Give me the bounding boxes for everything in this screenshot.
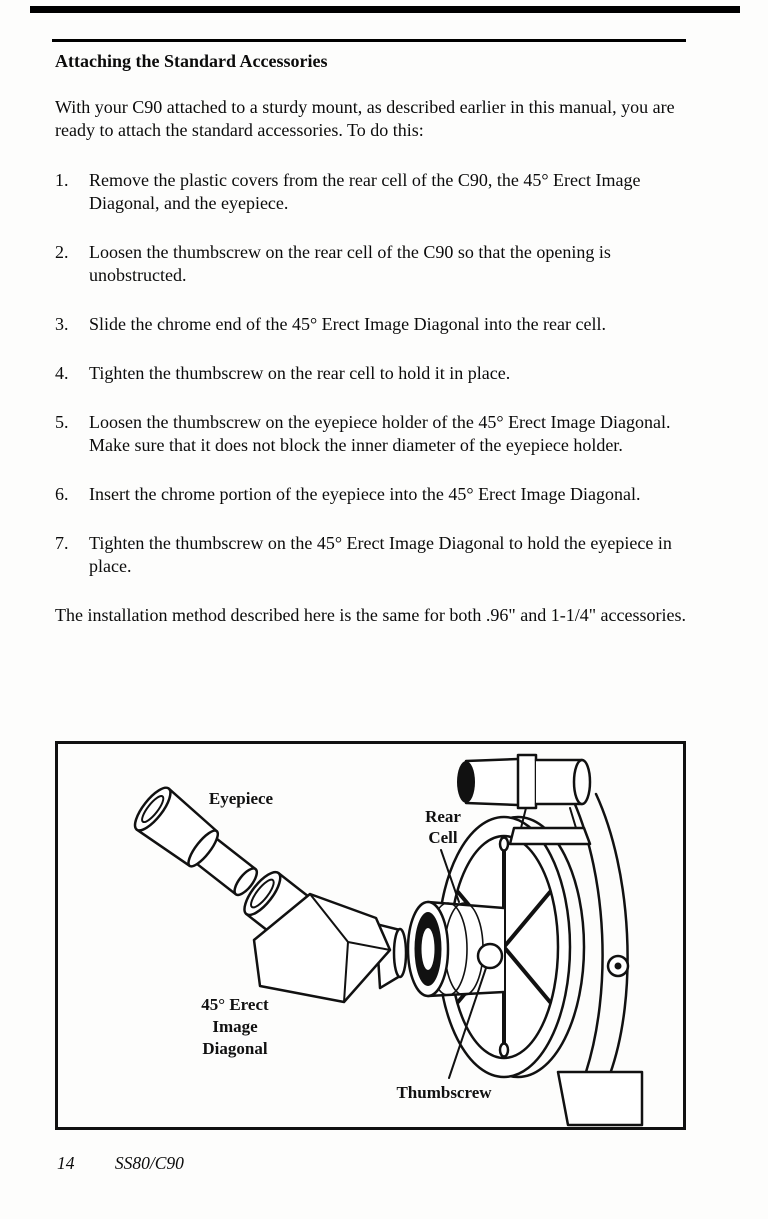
rear-cell-label-line1: Rear	[425, 807, 461, 826]
diagonal-drawing	[238, 867, 406, 1002]
step-text: Insert the chrome portion of the eyepiece into the 45° Erect Image Diagonal.	[89, 484, 641, 504]
doc-code: SS80/C90	[114, 1153, 184, 1173]
step-item	[55, 241, 686, 287]
thumbscrew-drawing	[478, 944, 502, 968]
step-number: 6.	[55, 484, 69, 504]
step-number: 2.	[55, 242, 69, 262]
thumbscrew-label: Thumbscrew	[396, 1083, 492, 1102]
intro-paragraph: With your C90 attached to a sturdy mount, as described earlier in this manual, you are ready to attach the standard accessories. To do this:	[55, 97, 675, 140]
step-item	[55, 362, 686, 385]
step-item	[55, 483, 686, 506]
step-number: 4.	[55, 363, 69, 383]
step-text: Remove the plastic covers from the rear cell of the C90, the 45° Erect Image Diagonal, and the eyepiece.	[89, 170, 641, 213]
top-rule-thin	[52, 39, 686, 42]
rear-cell-label-line2: Cell	[428, 828, 458, 847]
telescope-diagram	[58, 744, 683, 1127]
figure-box	[55, 741, 686, 1130]
section-heading: Attaching the Standard Accessories	[55, 51, 328, 71]
step-number: 7.	[55, 533, 69, 553]
page-footer	[57, 1153, 184, 1174]
step-number: 5.	[55, 412, 69, 432]
step-number: 3.	[55, 314, 69, 334]
page-content	[55, 50, 686, 627]
step-number: 1.	[55, 170, 69, 190]
step-text: Loosen the thumbscrew on the eyepiece holder of the 45° Erect Image Diagonal. Make sure that it does not block the inner diameter of the eyepiece holder.	[89, 412, 671, 455]
step-text: Loosen the thumbscrew on the rear cell of the C90 so that the opening is unobstructed.	[89, 242, 611, 285]
steps-list	[55, 169, 686, 578]
step-text: Tighten the thumbscrew on the 45° Erect Image Diagonal to hold the eyepiece in place.	[89, 533, 672, 576]
diagonal-label-line2: Image	[212, 1017, 258, 1036]
step-item	[55, 532, 686, 578]
step-item	[55, 313, 686, 336]
diagonal-label-line1: 45° Erect	[201, 995, 269, 1014]
diagonal-label-line3: Diagonal	[202, 1039, 268, 1058]
step-text: Slide the chrome end of the 45° Erect Image Diagonal into the rear cell.	[89, 314, 606, 334]
step-item	[55, 411, 686, 457]
step-item	[55, 169, 686, 215]
eyepiece-label: Eyepiece	[208, 789, 274, 808]
closing-paragraph: The installation method described here is the same for both .96" and 1-1/4" accessories.	[55, 605, 687, 625]
top-rule-thick	[30, 6, 740, 13]
page-number: 14	[57, 1153, 75, 1173]
step-text: Tighten the thumbscrew on the rear cell to hold it in place.	[89, 363, 511, 383]
